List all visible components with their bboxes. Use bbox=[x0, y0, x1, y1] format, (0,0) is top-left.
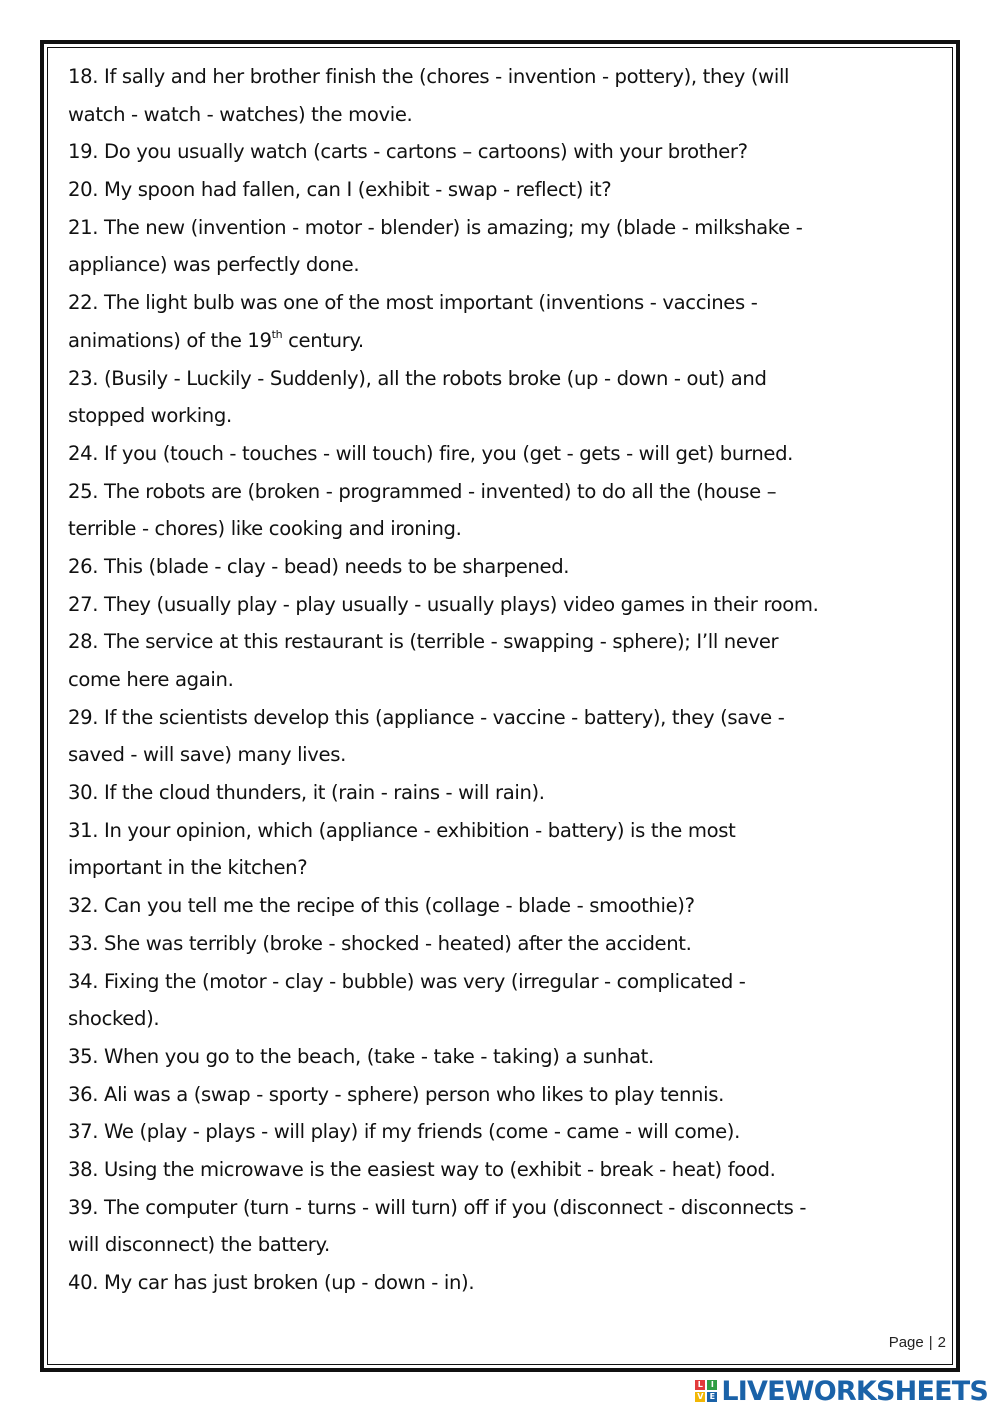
question-line bbox=[68, 397, 948, 435]
question-line bbox=[68, 322, 948, 360]
question-text: stopped working. bbox=[68, 404, 232, 428]
question-text: If sally and her brother finish the (chores - invention - pottery), they (will bbox=[104, 65, 790, 88]
logo-square: E bbox=[707, 1392, 717, 1402]
question-number: 34. bbox=[68, 969, 99, 993]
question-text: She was terribly (broke - shocked - heated) after the accident. bbox=[104, 931, 692, 955]
question-text: The service at this restaurant is (terrible - swapping - sphere); I’ll never bbox=[104, 630, 779, 654]
liveworksheets-brand[interactable] bbox=[695, 1374, 988, 1408]
question-line bbox=[68, 963, 948, 1001]
question-line bbox=[68, 925, 948, 963]
question-number: 36. bbox=[68, 1082, 99, 1106]
question-text: The new (invention - motor - blender) is amazing; my (blade - milkshake - bbox=[104, 215, 803, 239]
question-line bbox=[68, 1226, 948, 1264]
question-line bbox=[68, 510, 948, 548]
question-number: 35. bbox=[68, 1044, 99, 1068]
question-line bbox=[68, 133, 948, 171]
question-text: Fixing the (motor - clay - bubble) was very (irregular - complicated - bbox=[104, 969, 746, 993]
question-line bbox=[68, 1151, 948, 1189]
question-text: appliance) was perfectly done. bbox=[68, 253, 360, 277]
page-label: Page bbox=[888, 1334, 924, 1351]
question-line bbox=[68, 58, 948, 96]
question-line bbox=[68, 96, 948, 134]
question-text: terrible - chores) like cooking and ironing. bbox=[68, 517, 462, 541]
question-text: will disconnect) the battery. bbox=[68, 1233, 330, 1257]
question-number: 22. bbox=[68, 291, 99, 315]
question-list bbox=[68, 58, 948, 1302]
question-text: Do you usually watch (carts - cartons – cartoons) with your brother? bbox=[104, 140, 748, 164]
question-text: important in the kitchen? bbox=[68, 856, 308, 880]
question-number: 30. bbox=[68, 781, 99, 805]
question-text: This (blade - clay - bead) needs to be sharpened. bbox=[104, 554, 570, 578]
question-number: 21. bbox=[68, 215, 99, 239]
question-text: watch - watch - watches) the movie. bbox=[68, 102, 413, 126]
page-separator: | bbox=[928, 1334, 933, 1351]
question-number: 26. bbox=[68, 554, 99, 578]
question-text: saved - will save) many lives. bbox=[68, 743, 346, 767]
question-number: 33. bbox=[68, 931, 99, 955]
question-text: (Busily - Luckily - Suddenly), all the robots broke (up - down - out) and bbox=[104, 366, 767, 390]
question-text: Ali was a (swap - sporty - sphere) person who likes to play tennis. bbox=[104, 1082, 724, 1106]
question-line bbox=[68, 661, 948, 699]
question-line bbox=[68, 360, 948, 398]
question-number: 27. bbox=[68, 592, 99, 616]
question-text: come here again. bbox=[68, 668, 234, 691]
question-number: 29. bbox=[68, 705, 99, 729]
question-text: They (usually play - play usually - usually plays) video games in their room. bbox=[104, 592, 819, 616]
question-line bbox=[68, 284, 948, 322]
liveworksheets-logo-icon bbox=[695, 1380, 717, 1402]
question-line bbox=[68, 1000, 948, 1038]
question-text: The light bulb was one of the most important (inventions - vaccines - bbox=[104, 291, 758, 315]
question-line bbox=[68, 1076, 948, 1114]
logo-square: I bbox=[707, 1380, 717, 1390]
question-text: My car has just broken (up - down - in). bbox=[104, 1271, 475, 1294]
question-line bbox=[68, 1038, 948, 1076]
question-line bbox=[68, 1113, 948, 1151]
logo-square: L bbox=[695, 1380, 705, 1390]
question-number: 31. bbox=[68, 818, 99, 842]
question-number: 18. bbox=[68, 65, 99, 88]
question-number: 28. bbox=[68, 630, 99, 654]
question-line bbox=[68, 849, 948, 887]
question-number: 23. bbox=[68, 366, 99, 390]
question-number: 37. bbox=[68, 1120, 99, 1144]
superscript-text: th bbox=[271, 327, 283, 341]
question-number: 32. bbox=[68, 894, 99, 918]
question-line bbox=[68, 171, 948, 209]
question-number: 38. bbox=[68, 1157, 99, 1181]
question-text: If the scientists develop this (appliance - vaccine - battery), they (save - bbox=[104, 705, 785, 729]
question-line bbox=[68, 548, 948, 586]
page-number: 2 bbox=[937, 1334, 946, 1351]
question-line bbox=[68, 435, 948, 473]
question-line bbox=[68, 887, 948, 925]
question-line bbox=[68, 473, 948, 511]
question-text: Can you tell me the recipe of this (collage - blade - smoothie)? bbox=[104, 894, 695, 918]
question-line bbox=[68, 1264, 948, 1302]
question-number: 20. bbox=[68, 178, 99, 202]
question-line bbox=[68, 736, 948, 774]
question-line bbox=[68, 623, 948, 661]
question-text: In your opinion, which (appliance - exhibition - battery) is the most bbox=[104, 818, 736, 842]
question-text: If you (touch - touches - will touch) fire, you (get - gets - will get) burned. bbox=[104, 441, 794, 465]
question-number: 24. bbox=[68, 441, 99, 465]
question-text: If the cloud thunders, it (rain - rains - will rain). bbox=[104, 781, 545, 805]
question-line bbox=[68, 812, 948, 850]
question-number: 25. bbox=[68, 479, 99, 503]
brand-name: LIVEWORKSHEETS bbox=[721, 1375, 988, 1407]
question-text: Using the microwave is the easiest way to (exhibit - break - heat) food. bbox=[104, 1157, 776, 1181]
question-line bbox=[68, 586, 948, 624]
question-text: My spoon had fallen, can I (exhibit - swap - reflect) it? bbox=[104, 178, 612, 202]
logo-square: V bbox=[697, 1392, 704, 1401]
question-text-after-superscript: century. bbox=[282, 328, 364, 352]
question-text: The robots are (broken - programmed - invented) to do all the (house – bbox=[104, 479, 777, 503]
question-line bbox=[68, 209, 948, 247]
question-line bbox=[68, 246, 948, 284]
question-text: When you go to the beach, (take - take - taking) a sunhat. bbox=[104, 1044, 654, 1068]
page-footer bbox=[889, 1334, 946, 1351]
question-text: animations) of the 19 bbox=[68, 328, 272, 352]
question-text: We (play - plays - will play) if my friends (come - came - will come). bbox=[104, 1120, 740, 1144]
question-text: The computer (turn - turns - will turn) off if you (disconnect - disconnects - bbox=[104, 1195, 807, 1219]
question-line bbox=[68, 699, 948, 737]
question-line bbox=[68, 774, 948, 812]
question-text: shocked). bbox=[68, 1007, 160, 1031]
question-number: 40. bbox=[68, 1271, 99, 1294]
question-number: 39. bbox=[68, 1195, 99, 1219]
question-number: 19. bbox=[68, 140, 99, 164]
question-line bbox=[68, 1189, 948, 1227]
